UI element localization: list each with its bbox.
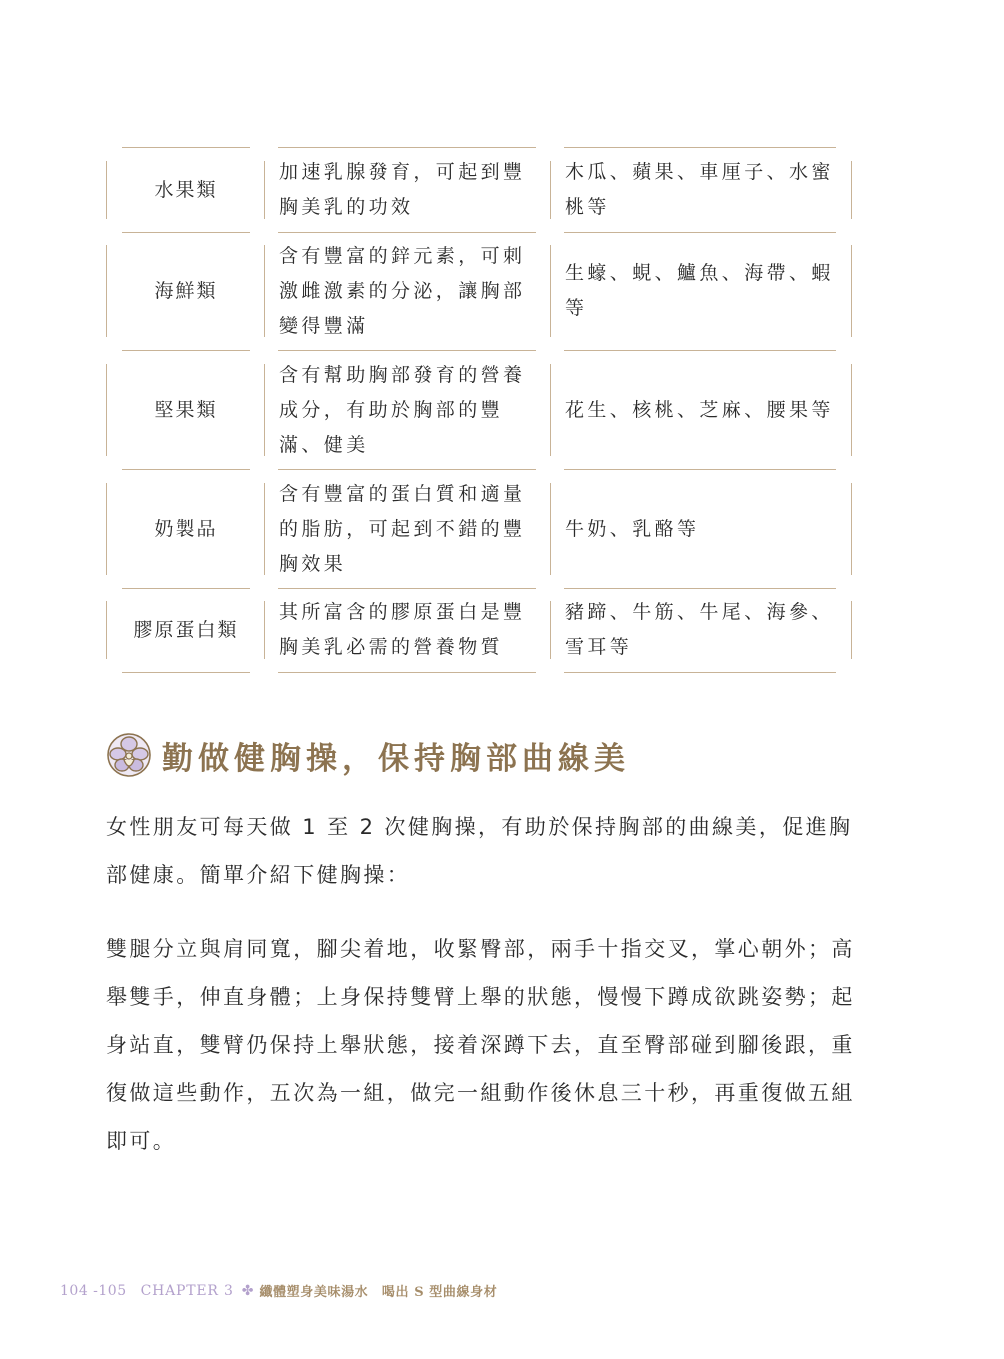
examples-text: 木瓜、蘋果、車厘子、水蜜桃等 xyxy=(565,161,834,218)
page-footer xyxy=(60,1281,497,1300)
chapter-label: CHAPTER 3 xyxy=(140,1282,234,1299)
examples-cell xyxy=(550,161,852,219)
table-rule xyxy=(564,232,836,233)
table-rule xyxy=(564,672,836,673)
category-label: 海鮮類 xyxy=(154,279,218,302)
table-row xyxy=(106,601,851,659)
category-cell xyxy=(106,483,265,575)
effect-cell xyxy=(264,161,551,219)
examples-cell xyxy=(550,364,852,456)
category-label: 奶製品 xyxy=(154,517,218,540)
effect-text: 加速乳腺發育，可起到豐胸美乳的功效 xyxy=(279,161,526,218)
intro-paragraph: 女性朋友可每天做 1 至 2 次健胸操，有助於保持胸部的曲線美，促進胸部健康。簡單介紹下健胸操： xyxy=(106,815,853,887)
table-rule xyxy=(564,350,836,351)
category-label: 膠原蛋白類 xyxy=(133,618,239,641)
table-rule xyxy=(122,588,250,589)
effect-cell xyxy=(264,483,551,575)
examples-cell xyxy=(550,483,852,575)
orchid-icon xyxy=(106,732,152,778)
table-rule xyxy=(564,147,836,148)
table-rule xyxy=(122,147,250,148)
table-row xyxy=(106,364,851,456)
category-label: 水果類 xyxy=(154,178,218,201)
effect-cell xyxy=(264,245,551,337)
instructions-paragraph: 雙腿分立與肩同寬，腳尖着地，收緊臀部，兩手十指交叉，掌心朝外；高舉雙手，伸直身體；上身保持雙臂上舉的狀態，慢慢下蹲成欲跳姿勢；起身站直，雙臂仍保持上舉狀態，接着深蹲下去，直至臀部碰到腳後跟，重復做這些動作，五次為一組，做完一組動作後休息三十秒，再重復做五組即可。 xyxy=(106,937,855,1153)
examples-text: 生蠔、蜆、鱸魚、海帶、蝦等 xyxy=(565,262,834,319)
page-numbers: 104 -105 xyxy=(60,1282,127,1299)
table-rule xyxy=(278,672,536,673)
table-row xyxy=(106,161,851,219)
effect-text: 含有幫助胸部發育的營養成分，有助於胸部的豐滿、健美 xyxy=(279,363,526,456)
category-cell xyxy=(106,364,265,456)
table-rule xyxy=(564,469,836,470)
category-cell xyxy=(106,245,265,337)
table-row xyxy=(106,483,851,575)
table-rule xyxy=(122,350,250,351)
effect-cell xyxy=(264,601,551,659)
table-rule xyxy=(122,672,250,673)
effect-text: 含有豐富的蛋白質和適量的脂肪，可起到不錯的豐胸效果 xyxy=(279,482,526,575)
table-rule xyxy=(122,232,250,233)
flower-icon: ✤ xyxy=(241,1282,254,1299)
table-rule xyxy=(278,588,536,589)
chapter-subtitle: 纖體塑身美味湯水 喝出 S 型曲線身材 xyxy=(259,1285,498,1300)
table-rule xyxy=(564,588,836,589)
effect-text: 其所富含的膠原蛋白是豐胸美乳必需的營養物質 xyxy=(279,601,526,658)
table-row xyxy=(106,245,851,337)
examples-cell xyxy=(550,601,852,659)
examples-text: 豬蹄、牛筋、牛尾、海參、雪耳等 xyxy=(565,601,834,658)
table-rule xyxy=(278,350,536,351)
section-title: 勤做健胸操，保持胸部曲線美 xyxy=(162,740,630,777)
category-label: 堅果類 xyxy=(154,398,218,421)
category-cell xyxy=(106,601,265,659)
section-heading xyxy=(106,732,630,778)
examples-text: 花生、核桃、芝麻、腰果等 xyxy=(565,398,834,421)
effect-cell xyxy=(264,364,551,456)
table-rule xyxy=(278,232,536,233)
table-rule xyxy=(122,469,250,470)
effect-text: 含有豐富的鋅元素，可刺激雌激素的分泌，讓胸部變得豐滿 xyxy=(279,244,526,337)
table-rule xyxy=(278,469,536,470)
examples-text: 牛奶、乳酪等 xyxy=(565,517,700,540)
examples-cell xyxy=(550,245,852,337)
table-rule xyxy=(278,147,536,148)
category-cell xyxy=(106,161,265,219)
